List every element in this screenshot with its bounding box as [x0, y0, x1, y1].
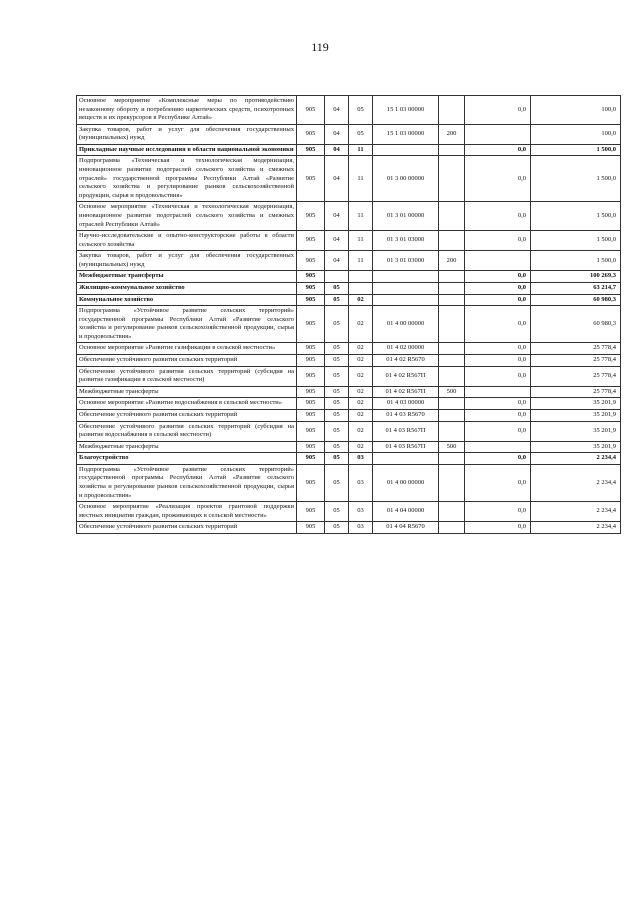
row-name: Основное мероприятие «Реализация проектов грантовой поддержки местных инициатив граждан, проживающих в сельской местности»	[77, 502, 297, 522]
cell-amount-1	[465, 124, 531, 144]
cell-section: 05	[325, 409, 349, 421]
cell-subsection: 11	[349, 251, 373, 271]
cell-section: 04	[325, 251, 349, 271]
table-row	[77, 386, 621, 398]
cell-expense-type: 500	[439, 441, 465, 453]
cell-expense-type	[439, 453, 465, 465]
cell-subsection: 11	[349, 144, 373, 156]
cell-target-article: 01 3 01 03000	[373, 251, 439, 271]
cell-section: 04	[325, 156, 349, 202]
table-row	[77, 202, 621, 231]
cell-expense-type	[439, 306, 465, 343]
row-name: Обеспечение устойчивого развития сельских территорий	[77, 355, 297, 367]
row-name: Обеспечение устойчивого развития сельских территорий (субсидия на развитие газификации в сельской местности)	[77, 366, 297, 386]
row-name: Межбюджетные трансферты	[77, 271, 297, 283]
cell-target-article	[373, 271, 439, 283]
cell-expense-type	[439, 502, 465, 522]
row-name: Коммунальное хозяйство	[77, 294, 297, 306]
table-row	[77, 409, 621, 421]
table-row	[77, 464, 621, 501]
row-name: Закупка товаров, работ и услуг для обеспечения государственных (муниципальных) нужд	[77, 251, 297, 271]
cell-target-article: 15 1 03 00000	[373, 96, 439, 125]
cell-amount-2: 35 201,9	[531, 421, 621, 441]
table-row	[77, 441, 621, 453]
table-row	[77, 502, 621, 522]
row-name: Обеспечение устойчивого развития сельских территорий	[77, 522, 297, 534]
table-row	[77, 271, 621, 283]
cell-section: 04	[325, 144, 349, 156]
cell-amount-1: 0,0	[465, 398, 531, 410]
cell-grbs: 905	[297, 522, 325, 534]
cell-amount-1	[465, 441, 531, 453]
cell-amount-1: 0,0	[465, 271, 531, 283]
cell-target-article: 01 4 02 R5670	[373, 355, 439, 367]
cell-section: 05	[325, 453, 349, 465]
cell-expense-type	[439, 522, 465, 534]
cell-grbs: 905	[297, 343, 325, 355]
cell-amount-1	[465, 251, 531, 271]
table-row	[77, 366, 621, 386]
cell-amount-1	[465, 386, 531, 398]
cell-grbs: 905	[297, 409, 325, 421]
cell-grbs: 905	[297, 144, 325, 156]
table-row	[77, 398, 621, 410]
cell-target-article: 01 4 02 00000	[373, 343, 439, 355]
table-row	[77, 96, 621, 125]
cell-grbs: 905	[297, 398, 325, 410]
cell-amount-2: 2 234,4	[531, 464, 621, 501]
table-row	[77, 251, 621, 271]
row-name: Благоустройство	[77, 453, 297, 465]
table-row	[77, 343, 621, 355]
cell-amount-1: 0,0	[465, 96, 531, 125]
table-row	[77, 144, 621, 156]
cell-grbs: 905	[297, 464, 325, 501]
cell-expense-type	[439, 156, 465, 202]
cell-amount-2: 2 234,4	[531, 453, 621, 465]
cell-expense-type: 200	[439, 124, 465, 144]
cell-amount-1: 0,0	[465, 306, 531, 343]
cell-amount-2: 63 214,7	[531, 282, 621, 294]
cell-section: 05	[325, 282, 349, 294]
cell-subsection: 11	[349, 202, 373, 231]
cell-amount-2: 25 778,4	[531, 343, 621, 355]
cell-section: 04	[325, 231, 349, 251]
cell-subsection	[349, 271, 373, 283]
cell-section: 05	[325, 441, 349, 453]
page-number: 119	[311, 40, 329, 54]
cell-expense-type	[439, 409, 465, 421]
cell-amount-2: 100,0	[531, 124, 621, 144]
row-name: Основное мероприятие «Развитие газификации в сельской местности»	[77, 343, 297, 355]
cell-target-article: 01 4 00 00000	[373, 464, 439, 501]
table-row	[77, 522, 621, 534]
table-row	[77, 231, 621, 251]
cell-grbs: 905	[297, 156, 325, 202]
row-name: Прикладные научные исследования в области национальной экономики	[77, 144, 297, 156]
cell-section: 04	[325, 96, 349, 125]
cell-target-article: 01 4 04 R5670	[373, 522, 439, 534]
cell-target-article: 01 4 03 R5670	[373, 409, 439, 421]
table-row	[77, 282, 621, 294]
cell-grbs: 905	[297, 251, 325, 271]
cell-section: 05	[325, 386, 349, 398]
cell-amount-1: 0,0	[465, 502, 531, 522]
cell-target-article: 01 4 02 R567П	[373, 366, 439, 386]
cell-expense-type	[439, 231, 465, 251]
table-row	[77, 294, 621, 306]
cell-amount-1: 0,0	[465, 343, 531, 355]
cell-section: 05	[325, 306, 349, 343]
row-name: Межбюджетные трансферты	[77, 386, 297, 398]
cell-amount-2: 100 269,3	[531, 271, 621, 283]
cell-amount-2: 25 778,4	[531, 355, 621, 367]
row-name: Обеспечение устойчивого развития сельских территорий (субсидия на развитие водоснабжения в сельской местности)	[77, 421, 297, 441]
cell-amount-2: 2 234,4	[531, 502, 621, 522]
cell-subsection: 05	[349, 96, 373, 125]
cell-target-article: 01 4 02 R567П	[373, 386, 439, 398]
cell-section: 04	[325, 124, 349, 144]
cell-target-article: 01 3 01 00000	[373, 202, 439, 231]
cell-amount-2: 1 500,0	[531, 251, 621, 271]
cell-target-article	[373, 282, 439, 294]
cell-expense-type: 200	[439, 251, 465, 271]
cell-target-article	[373, 294, 439, 306]
cell-amount-2: 1 500,0	[531, 156, 621, 202]
cell-amount-1: 0,0	[465, 366, 531, 386]
cell-amount-2: 35 201,9	[531, 398, 621, 410]
cell-amount-1: 0,0	[465, 453, 531, 465]
cell-subsection: 02	[349, 343, 373, 355]
row-name: Закупка товаров, работ и услуг для обеспечения государственных (муниципальных) нужд	[77, 124, 297, 144]
cell-section: 05	[325, 464, 349, 501]
cell-subsection: 02	[349, 306, 373, 343]
cell-target-article: 01 4 03 R567П	[373, 421, 439, 441]
cell-subsection: 02	[349, 409, 373, 421]
cell-expense-type	[439, 144, 465, 156]
cell-subsection: 03	[349, 464, 373, 501]
cell-grbs: 905	[297, 124, 325, 144]
cell-amount-2: 25 778,4	[531, 366, 621, 386]
cell-expense-type	[439, 421, 465, 441]
cell-subsection: 11	[349, 156, 373, 202]
table-row	[77, 156, 621, 202]
cell-grbs: 905	[297, 386, 325, 398]
cell-amount-1: 0,0	[465, 202, 531, 231]
cell-section: 05	[325, 421, 349, 441]
cell-subsection: 02	[349, 294, 373, 306]
cell-subsection: 03	[349, 453, 373, 465]
cell-amount-2: 2 234,4	[531, 522, 621, 534]
cell-subsection: 03	[349, 502, 373, 522]
cell-amount-1: 0,0	[465, 464, 531, 501]
cell-subsection	[349, 282, 373, 294]
cell-amount-1: 0,0	[465, 231, 531, 251]
cell-amount-1: 0,0	[465, 421, 531, 441]
cell-expense-type	[439, 355, 465, 367]
table-row	[77, 124, 621, 144]
cell-grbs: 905	[297, 502, 325, 522]
cell-section: 04	[325, 202, 349, 231]
cell-amount-2: 1 500,0	[531, 231, 621, 251]
cell-subsection: 02	[349, 441, 373, 453]
cell-grbs: 905	[297, 355, 325, 367]
cell-target-article: 01 3 01 03000	[373, 231, 439, 251]
cell-amount-2: 25 778,4	[531, 386, 621, 398]
cell-amount-1: 0,0	[465, 294, 531, 306]
cell-target-article: 01 3 00 00000	[373, 156, 439, 202]
cell-grbs: 905	[297, 202, 325, 231]
row-name: Подпрограмма «Устойчивое развитие сельских территорий» государственной программы Республики Алтай «Развитие сельского хозяйства и регулирование рынков сельскохозяйственной продукции, сырья и продовольствия»	[77, 306, 297, 343]
cell-amount-1: 0,0	[465, 409, 531, 421]
cell-target-article: 01 4 03 R567П	[373, 441, 439, 453]
cell-amount-1: 0,0	[465, 355, 531, 367]
table-row	[77, 453, 621, 465]
cell-expense-type	[439, 271, 465, 283]
row-name: Основное мероприятие «Комплексные меры по противодействию незаконному обороту и потреблению наркотических средств, психотропных веществ и их прекурсоров в Республике Алтай»	[77, 96, 297, 125]
cell-expense-type	[439, 464, 465, 501]
cell-expense-type	[439, 366, 465, 386]
cell-section: 05	[325, 502, 349, 522]
row-name: Обеспечение устойчивого развития сельских территорий	[77, 409, 297, 421]
cell-section: 05	[325, 294, 349, 306]
cell-grbs: 905	[297, 96, 325, 125]
cell-grbs: 905	[297, 231, 325, 251]
cell-amount-1: 0,0	[465, 156, 531, 202]
cell-target-article: 01 4 04 00000	[373, 502, 439, 522]
cell-grbs: 905	[297, 282, 325, 294]
cell-grbs: 905	[297, 294, 325, 306]
cell-section	[325, 271, 349, 283]
cell-subsection: 02	[349, 355, 373, 367]
cell-subsection: 02	[349, 421, 373, 441]
cell-amount-2: 35 201,9	[531, 441, 621, 453]
cell-expense-type	[439, 96, 465, 125]
cell-grbs: 905	[297, 271, 325, 283]
table-row	[77, 306, 621, 343]
row-name: Подпрограмма «Техническая и технологическая модернизация, инновационное развитие подотраслей сельского хозяйства и смежных отраслей» государственной программы Республики Алтай «Развитие сельского хозяйства и регулирование рынков сельскохозяйственной продукции, сырья и продовольствия»	[77, 156, 297, 202]
row-name: Жилищно-коммунальное хозяйство	[77, 282, 297, 294]
cell-expense-type	[439, 282, 465, 294]
cell-subsection: 11	[349, 231, 373, 251]
cell-subsection: 02	[349, 398, 373, 410]
cell-amount-2: 100,0	[531, 96, 621, 125]
cell-expense-type	[439, 202, 465, 231]
cell-grbs: 905	[297, 306, 325, 343]
cell-section: 05	[325, 366, 349, 386]
cell-amount-2: 60 980,3	[531, 306, 621, 343]
cell-target-article	[373, 144, 439, 156]
cell-expense-type	[439, 294, 465, 306]
cell-amount-1: 0,0	[465, 144, 531, 156]
cell-amount-1: 0,0	[465, 522, 531, 534]
row-name: Научно-исследовательские и опытно-конструкторские работы в области сельского хозяйства	[77, 231, 297, 251]
row-name: Подпрограмма «Устойчивое развитие сельских территорий» государственной программы Республики Алтай «Развитие сельского хозяйства и регулирование рынков сельскохозяйственной продукции, сырья и продовольствия»	[77, 464, 297, 501]
cell-subsection: 02	[349, 386, 373, 398]
cell-grbs: 905	[297, 441, 325, 453]
cell-grbs: 905	[297, 453, 325, 465]
cell-amount-2: 60 980,3	[531, 294, 621, 306]
cell-section: 05	[325, 398, 349, 410]
cell-subsection: 03	[349, 522, 373, 534]
cell-section: 05	[325, 355, 349, 367]
row-name: Межбюджетные трансферты	[77, 441, 297, 453]
cell-target-article: 01 4 03 00000	[373, 398, 439, 410]
cell-target-article: 01 4 00 00000	[373, 306, 439, 343]
cell-section: 05	[325, 522, 349, 534]
budget-table	[76, 95, 621, 534]
row-name: Основное мероприятие «Техническая и технологическая модернизация, инновационное развитие подотраслей сельского хозяйства и смежных отраслей Республики Алтай»	[77, 202, 297, 231]
cell-amount-2: 1 500,0	[531, 202, 621, 231]
table-row	[77, 355, 621, 367]
cell-expense-type	[439, 343, 465, 355]
cell-amount-2: 35 201,9	[531, 409, 621, 421]
table-row	[77, 421, 621, 441]
cell-target-article	[373, 453, 439, 465]
cell-subsection: 02	[349, 366, 373, 386]
cell-subsection: 05	[349, 124, 373, 144]
row-name: Основное мероприятие «Развитие водоснабжения в сельской местности»	[77, 398, 297, 410]
cell-amount-1: 0,0	[465, 282, 531, 294]
cell-expense-type: 500	[439, 386, 465, 398]
cell-target-article: 15 1 03 00000	[373, 124, 439, 144]
cell-section: 05	[325, 343, 349, 355]
cell-grbs: 905	[297, 366, 325, 386]
cell-grbs: 905	[297, 421, 325, 441]
cell-amount-2: 1 500,0	[531, 144, 621, 156]
cell-expense-type	[439, 398, 465, 410]
